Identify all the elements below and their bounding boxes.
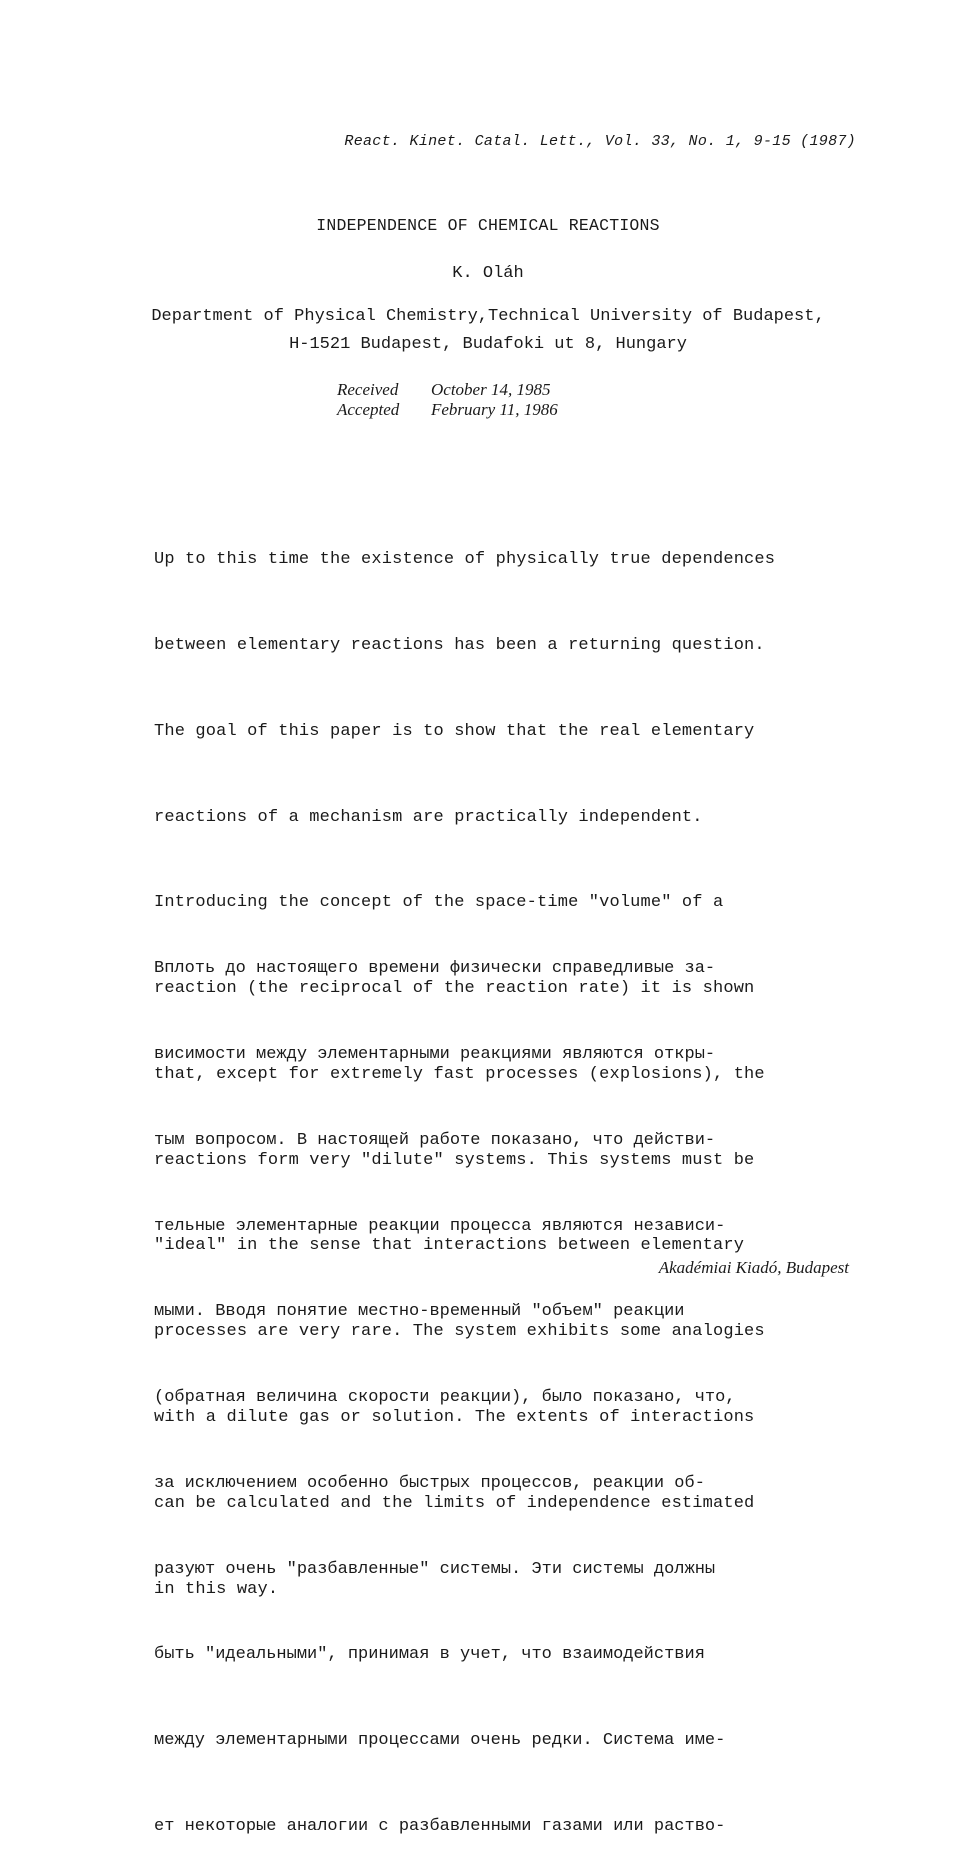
abstract-line: with a dilute gas or solution. The extents of interactions	[154, 1408, 755, 1427]
abstract-line: разуют очень "разбавленные" системы. Эти системы должны	[154, 1559, 716, 1579]
abstract-russian	[154, 898, 736, 1870]
abstract-line: тым вопросом. В настоящей работе показано, что действи-	[154, 1130, 716, 1150]
abstract-line: ет некоторые аналогии с разбавленными газами или раство-	[154, 1817, 726, 1836]
accepted-row	[337, 400, 558, 420]
received-date: October 14, 1985	[431, 380, 551, 399]
abstract-line: (обратная величина скорости реакции), было показано, что,	[154, 1388, 736, 1408]
article-dates	[337, 380, 558, 420]
abstract-line: мыми. Вводя понятие местно-временный "объем" реакции	[154, 1302, 685, 1322]
abstract-line: тельные элементарные реакции процесса являются независи-	[154, 1216, 726, 1236]
publisher-imprint: Akadémiai Kiadó, Budapest	[658, 1258, 849, 1277]
abstract-line: Introducing the concept of the space-time "volume" of a	[154, 893, 724, 913]
received-label: Received	[337, 380, 399, 399]
author-affiliation	[0, 303, 976, 359]
abstract-line: за исключением особенно быстрых процессов, реакции об-	[154, 1473, 705, 1493]
abstract-line: The goal of this paper is to show that the real elementary	[154, 721, 755, 741]
abstract-line: Up to this time the existence of physically true dependences	[154, 550, 776, 570]
abstract-line: between elementary reactions has been a returning question.	[154, 635, 765, 655]
abstract-line: reaction (the reciprocal of the reaction rate) it is shown	[154, 979, 755, 999]
affiliation-line-2: H-1521 Budapest, Budafoki ut 8, Hungary	[289, 335, 687, 354]
abstract-line: "ideal" in the sense that interactions between elementary	[154, 1236, 745, 1256]
abstract-line: быть "идеальными", принимая в учет, что взаимодействия	[154, 1645, 705, 1665]
article-author: K. Oláh	[452, 264, 524, 283]
accepted-label: Accepted	[337, 400, 400, 419]
abstract-line: can be calculated and the limits of independence estimated	[154, 1493, 755, 1513]
abstract-line: висимости между элементарными реакциями являются откры-	[154, 1044, 716, 1064]
affiliation-line-1: Department of Physical Chemistry,Technical University of Budapest,	[151, 307, 825, 326]
abstract-line: reactions of a mechanism are practically independent.	[154, 807, 703, 827]
abstract-line: reactions form very "dilute" systems. This systems must be	[154, 1150, 755, 1170]
abstract-line: между элементарными процессами очень редки. Система име-	[154, 1731, 726, 1751]
abstract-line: in this way.	[154, 1579, 279, 1599]
abstract-line: Вплоть до настоящего времени физически справедливые за-	[154, 959, 716, 979]
journal-reference: React. Kinet. Catal. Lett., Vol. 33, No. 1, 9-15 (1987)	[344, 133, 856, 150]
article-title: INDEPENDENCE OF CHEMICAL REACTIONS	[316, 216, 660, 235]
abstract-line: that, except for extremely fast processes (explosions), the	[154, 1064, 765, 1084]
accepted-date: February 11, 1986	[431, 400, 558, 419]
received-row	[337, 380, 558, 400]
abstract-line: processes are very rare. The system exhibits some analogies	[154, 1322, 765, 1342]
